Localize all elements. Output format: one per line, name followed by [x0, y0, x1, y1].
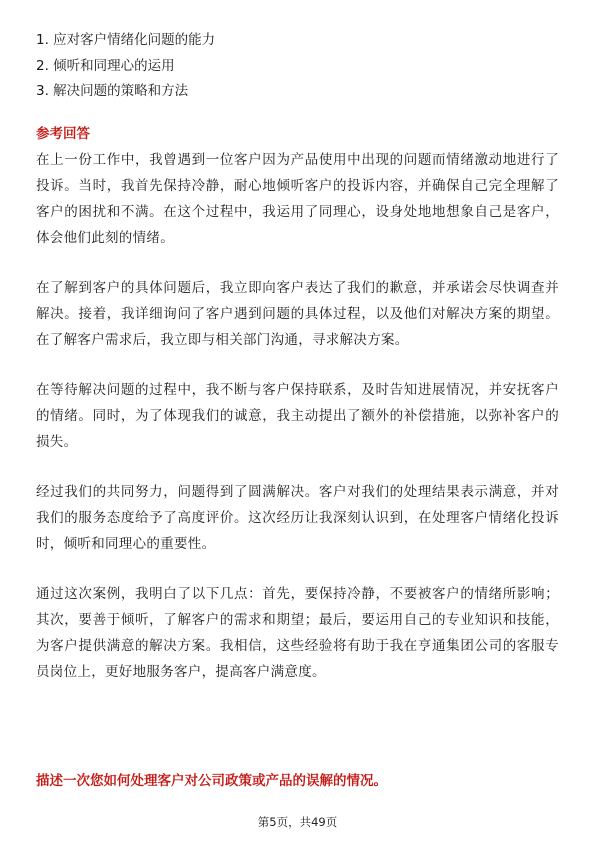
answer-body: [36, 147, 559, 709]
assessment-points-list: [36, 30, 556, 107]
answer-paragraph: 在了解到客户的具体问题后，我立即向客户表达了我们的歉意，并承诺会尽快调查并解决。接着，我详细询问了客户遇到问题的具体过程，以及他们对解决方案的期望。在了解客户需求后，我立即与相关部门沟通，寻求解决方案。: [36, 280, 559, 348]
list-item: 1. 应对客户情绪化问题的能力: [36, 32, 216, 48]
answer-paragraph: 经过我们的共同努力，问题得到了圆满解决。客户对我们的处理结果表示满意，并对我们的服务态度给予了高度评价。这次经历让我深刻认识到，在处理客户情绪化投诉时，倾听和同理心的重要性。: [36, 484, 559, 552]
list-item: 2. 倾听和同理心的运用: [36, 57, 175, 74]
page-footer: 第5页，共49页: [257, 815, 338, 829]
answer-paragraph: 通过这次案例，我明白了以下几点：首先，要保持冷静，不要被客户的情绪所影响；其次，要善于倾听，了解客户的需求和期望；最后，要运用自己的专业知识和技能，为客户提供满意的解决方案。我相信，这些经验将有助于我在亨通集团公司的客服专员岗位上，更好地服务客户，提高客户满意度。: [36, 586, 559, 680]
answer-heading: 参考回答: [36, 126, 90, 142]
answer-paragraph: 在上一份工作中，我曾遇到一位客户因为产品使用中出现的问题而情绪激动地进行了投诉。当时，我首先保持冷静，耐心地倾听客户的投诉内容，并确保自己完全理解了客户的困扰和不满。在这个过程中，我运用了同理心，设身处地地想象自己是客户，体会他们此刻的情绪。: [36, 152, 559, 246]
next-question-heading: 描述一次您如何处理客户对公司政策或产品的误解的情况。: [36, 773, 387, 789]
answer-paragraph: 在等待解决问题的过程中，我不断与客户保持联系，及时告知进展情况，并安抚客户的情绪。同时，为了体现我们的诚意，我主动提出了额外的补偿措施，以弥补客户的损失。: [36, 382, 559, 450]
list-item: 3. 解决问题的策略和方法: [36, 83, 189, 99]
